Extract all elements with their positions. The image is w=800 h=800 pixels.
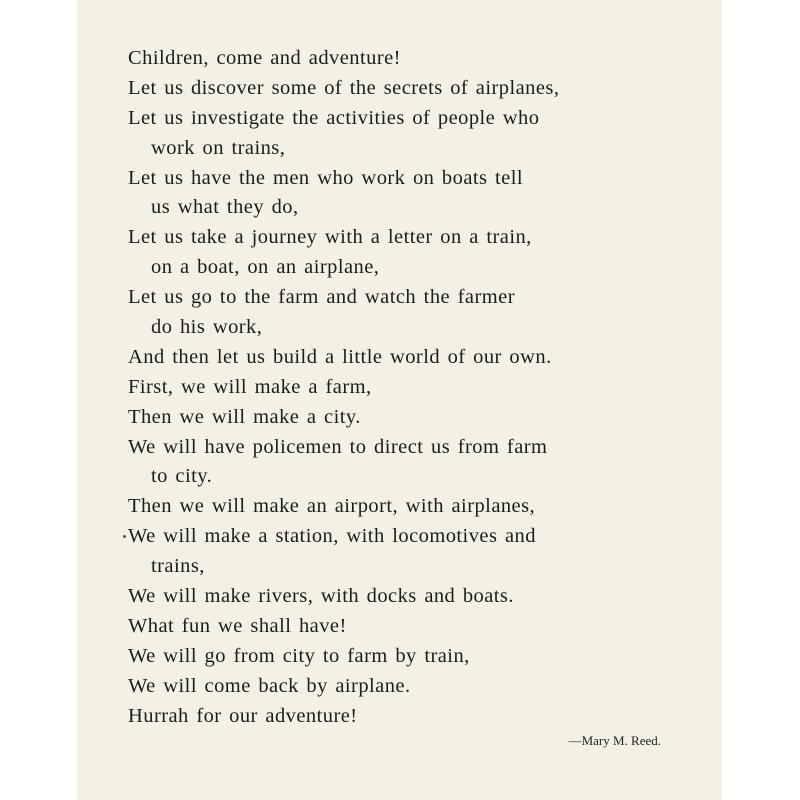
poem-line: Hurrah for our adventure! xyxy=(128,704,358,727)
poem-line-continuation: do his work, xyxy=(151,316,263,339)
document-page xyxy=(77,0,722,800)
poem-line: Then we will make a city. xyxy=(128,405,361,428)
paper-speck xyxy=(123,535,126,538)
poem-line: What fun we shall have! xyxy=(128,614,347,637)
poem-line-continuation: trains, xyxy=(151,555,205,578)
poem-line-continuation: us what they do, xyxy=(151,196,299,219)
poem-line: We will come back by airplane. xyxy=(128,674,411,697)
poem-body xyxy=(128,44,688,731)
poem-line: Children, come and adventure! xyxy=(128,47,401,69)
poem-line-continuation: to city. xyxy=(151,465,213,488)
author-signature: —Mary M. Reed. xyxy=(568,733,661,748)
poem-line: Let us take a journey with a letter on a train, xyxy=(128,226,532,249)
poem-line: We will have policemen to direct us from farm xyxy=(128,435,548,458)
poem-line: Then we will make an airport, with airplanes, xyxy=(128,495,536,518)
poem-line: Let us investigate the activities of people who xyxy=(128,106,540,129)
poem-line: We will make rivers, with docks and boats. xyxy=(128,585,514,608)
poem-line: Let us go to the farm and watch the farmer xyxy=(128,286,515,309)
poem-line: Let us have the men who work on boats tell xyxy=(128,166,523,189)
poem-line: And then let us build a little world of our own. xyxy=(128,345,552,368)
poem-line: We will go from city to farm by train, xyxy=(128,644,470,667)
poem-line-continuation: work on trains, xyxy=(151,136,286,159)
poem-line: Let us discover some of the secrets of airplanes, xyxy=(128,76,560,99)
poem-line: We will make a station, with locomotives and xyxy=(128,525,536,548)
poem-line-continuation: on a boat, on an airplane, xyxy=(151,256,380,279)
poem-line: First, we will make a farm, xyxy=(128,375,372,398)
